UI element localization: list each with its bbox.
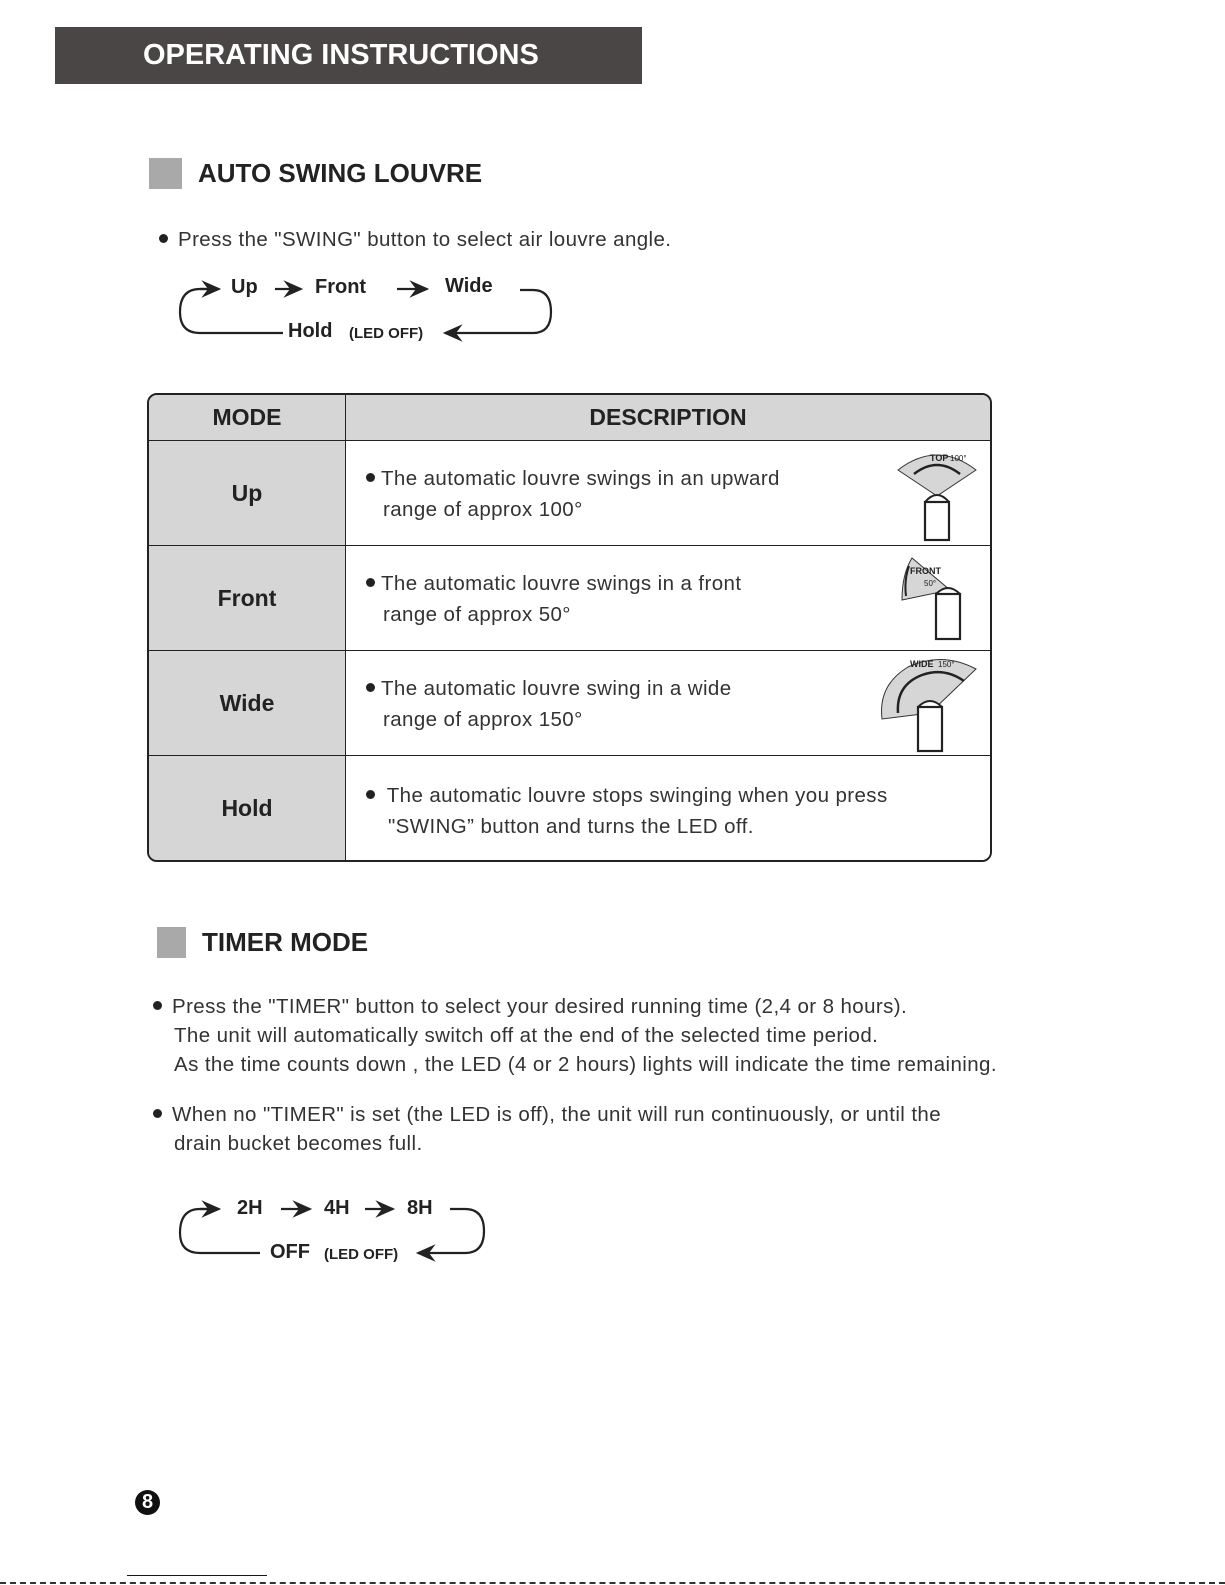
section-title: AUTO SWING LOUVRE xyxy=(198,158,483,188)
section-marker xyxy=(149,158,182,189)
description-cell xyxy=(346,441,990,546)
description-cell xyxy=(346,546,990,651)
description-text: The automatic louvre swing in a wide range of approx 150° xyxy=(366,673,732,735)
swing-mode-table xyxy=(147,393,992,862)
bullet-icon xyxy=(153,1109,162,1118)
cycle-step-up: Up xyxy=(231,276,258,298)
section-title: TIMER MODE xyxy=(202,927,369,957)
svg-text:150°: 150° xyxy=(938,660,955,669)
table-row xyxy=(149,756,990,860)
cycle-step-4h: 4H xyxy=(324,1197,350,1219)
cycle-step-hold: Hold xyxy=(288,320,333,342)
cycle-led-note: (LED OFF) xyxy=(349,325,424,342)
table-header-row xyxy=(149,395,990,441)
section-heading-swing xyxy=(149,158,482,189)
mode-up: Up xyxy=(149,441,346,546)
description-text: The automatic louvre swings in an upward range of approx 100° xyxy=(366,463,780,525)
cycle-step-off: OFF xyxy=(270,1241,310,1263)
cycle-step-front: Front xyxy=(315,276,367,298)
mode-wide: Wide xyxy=(149,651,346,756)
timer-bullet-1: Press the "TIMER" button to select your desired running time (2,4 or 8 hours). The unit will automatically switch off at the end of the selected time period. As the time counts down , the LED (4 or 2 hours) lights will indicate the time remaining. xyxy=(153,992,997,1079)
table-row xyxy=(149,441,990,546)
bullet-icon xyxy=(366,683,375,692)
timer-cycle-diagram xyxy=(175,1193,495,1268)
svg-text:FRONT: FRONT xyxy=(910,566,941,576)
section-marker xyxy=(157,927,186,958)
cycle-step-8h: 8H xyxy=(407,1197,433,1219)
mode-hold: Hold xyxy=(149,756,346,860)
bullet-icon xyxy=(366,790,375,799)
bullet-icon xyxy=(153,1001,162,1010)
header-mode: MODE xyxy=(149,395,346,441)
header-description: DESCRIPTION xyxy=(346,395,990,441)
page-number-badge: 8 xyxy=(135,1490,160,1515)
timer-bullet-2: When no "TIMER" is set (the LED is off), the unit will run continuously, or until the drain bucket becomes full. xyxy=(153,1100,941,1158)
svg-text:TOP: TOP xyxy=(930,453,949,463)
section-heading-timer xyxy=(157,927,368,958)
description-cell xyxy=(346,651,990,756)
banner-title: OPERATING INSTRUCTIONS xyxy=(143,39,539,71)
louvre-top-100-icon xyxy=(894,446,980,542)
description-cell xyxy=(346,756,990,860)
swing-cycle-diagram xyxy=(175,272,565,347)
svg-text:100°: 100° xyxy=(950,454,967,463)
swing-instruction: Press the "SWING" button to select air louvre angle. xyxy=(159,225,671,254)
page-edge-divider xyxy=(0,1582,1225,1584)
description-text: The automatic louvre swings in a front range of approx 50° xyxy=(366,568,741,630)
svg-text:50°: 50° xyxy=(924,579,937,588)
cycle-step-wide: Wide xyxy=(445,275,493,297)
description-text: The automatic louvre stops swinging when you press "SWING” button and turns the LED off. xyxy=(366,780,888,842)
louvre-front-50-icon xyxy=(892,554,972,646)
louvre-wide-150-icon xyxy=(880,655,980,753)
bullet-icon xyxy=(159,234,168,243)
page-banner xyxy=(55,27,642,84)
mode-front: Front xyxy=(149,546,346,651)
cycle-led-note: (LED OFF) xyxy=(324,1246,399,1263)
footer-rule xyxy=(127,1575,267,1576)
table-row xyxy=(149,546,990,651)
svg-text:WIDE: WIDE xyxy=(910,659,934,669)
table-row xyxy=(149,651,990,756)
cycle-step-2h: 2H xyxy=(237,1197,263,1219)
bullet-icon xyxy=(366,578,375,587)
bullet-icon xyxy=(366,473,375,482)
